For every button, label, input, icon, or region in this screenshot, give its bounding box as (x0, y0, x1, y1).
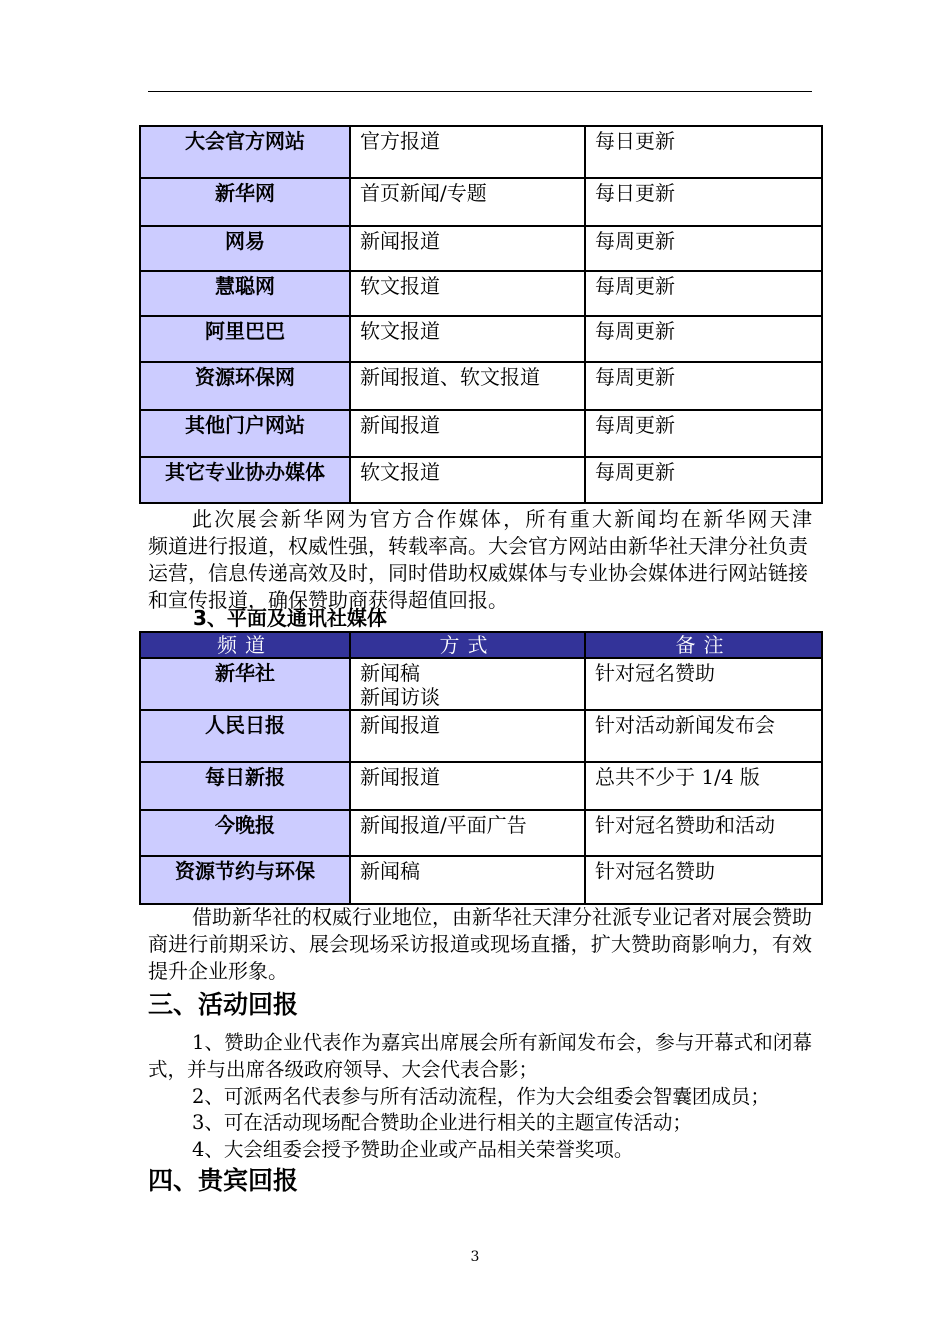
cell-note-text: 总共不少于 1/4 版 (595, 765, 760, 789)
cell-channel-text: 今晚报 (215, 813, 275, 837)
cell-method-text: 新闻报道 (360, 413, 440, 437)
table-row (140, 457, 822, 503)
cell-method-text: 新闻报道 (360, 229, 440, 253)
section-activity-title: 三、活动回报 (148, 990, 299, 1019)
table-row (140, 178, 822, 226)
cell-method-text: 新闻报道 (360, 765, 440, 789)
activity-item: 4、大会组委会授予赞助企业或产品相关荣誉奖项。 (192, 1138, 634, 1161)
cell-frequency-text: 每周更新 (595, 413, 675, 437)
cell-method (350, 810, 585, 856)
cell-channel-text: 资源节约与环保 (175, 859, 315, 883)
cell-channel (140, 271, 350, 316)
table-row (140, 271, 822, 316)
cell-frequency-text: 每周更新 (595, 460, 675, 484)
cell-frequency (585, 316, 822, 362)
cell-channel-text: 人民日报 (205, 713, 285, 737)
cell-channel-text: 资源环保网 (195, 365, 295, 389)
cell-channel (140, 658, 350, 710)
cell-method-text: 新闻稿 (360, 661, 420, 685)
cell-method-text: 首页新闻/专题 (360, 181, 487, 205)
cell-channel-text: 新华社 (215, 661, 275, 685)
table-row (140, 126, 822, 178)
cell-note (585, 762, 822, 810)
cell-channel (140, 126, 350, 178)
cell-method (350, 710, 585, 762)
cell-channel (140, 762, 350, 810)
cell-channel (140, 316, 350, 362)
cell-note-text: 针对活动新闻发布会 (595, 713, 775, 737)
activity-item: 2、可派两名代表参与所有活动流程，作为大会组委会智囊团成员； (192, 1085, 770, 1108)
print-media-table (139, 631, 823, 905)
cell-channel-text: 新华网 (215, 181, 275, 205)
cell-channel-text: 其它专业协办媒体 (165, 460, 325, 484)
activity-item: 1、赞助企业代表作为嘉宾出席展会所有新闻发布会，参与开幕式和闭幕式，并与出席各级政府领导、大会代表合影； (148, 1031, 812, 1081)
cell-method-text-2: 新闻访谈 (360, 685, 440, 709)
cell-note (585, 856, 822, 904)
cell-method (350, 856, 585, 904)
cell-channel (140, 457, 350, 503)
cell-method (350, 362, 585, 410)
cell-method (350, 410, 585, 457)
cell-frequency (585, 362, 822, 410)
cell-frequency-text: 每日更新 (595, 129, 675, 153)
section-3-title: 3、平面及通讯社媒体 (193, 606, 387, 630)
cell-frequency (585, 226, 822, 271)
cell-frequency-text: 每日更新 (595, 181, 675, 205)
cell-frequency (585, 410, 822, 457)
cell-method (350, 226, 585, 271)
cell-channel-text: 每日新报 (205, 765, 285, 789)
section-vip-title: 四、贵宾回报 (148, 1166, 299, 1195)
cell-channel (140, 178, 350, 226)
print-media-table-body (140, 632, 822, 904)
header-channel: 频道 (140, 632, 350, 658)
table-row (140, 856, 822, 904)
cell-frequency-text: 每周更新 (595, 274, 675, 298)
cell-method-text: 新闻稿 (360, 859, 420, 883)
cell-method-text: 软文报道 (360, 460, 440, 484)
cell-channel-text: 阿里巴巴 (205, 319, 285, 343)
header-rule (148, 91, 812, 92)
cell-frequency-text: 每周更新 (595, 319, 675, 343)
table-row (140, 810, 822, 856)
cell-method (350, 762, 585, 810)
table-row (140, 710, 822, 762)
cell-note (585, 710, 822, 762)
table-row (140, 316, 822, 362)
header-method: 方式 (350, 632, 585, 658)
cell-method (350, 126, 585, 178)
cell-frequency (585, 457, 822, 503)
cell-frequency (585, 126, 822, 178)
online-media-table-body (140, 126, 822, 503)
cell-channel (140, 810, 350, 856)
cell-method-text: 软文报道 (360, 319, 440, 343)
cell-method-text: 新闻报道/平面广告 (360, 813, 527, 837)
table-header-row (140, 632, 822, 658)
cell-method (350, 658, 585, 710)
table-row (140, 762, 822, 810)
cell-method-text: 官方报道 (360, 129, 440, 153)
table-row (140, 410, 822, 457)
para-official-media (148, 506, 812, 614)
cell-frequency-text: 每周更新 (595, 365, 675, 389)
cell-frequency (585, 271, 822, 316)
cell-channel (140, 710, 350, 762)
page-number: 3 (470, 1249, 480, 1265)
cell-method-text: 软文报道 (360, 274, 440, 298)
cell-channel-text: 大会官方网站 (185, 129, 305, 153)
activity-item: 3、可在活动现场配合赞助企业进行相关的主题宣传活动； (192, 1111, 692, 1134)
cell-channel-text: 其他门户网站 (185, 413, 305, 437)
cell-method (350, 316, 585, 362)
cell-channel (140, 226, 350, 271)
cell-channel (140, 362, 350, 410)
cell-note (585, 810, 822, 856)
cell-channel (140, 856, 350, 904)
cell-frequency-text: 每周更新 (595, 229, 675, 253)
table-row (140, 362, 822, 410)
cell-method-text: 新闻报道、软文报道 (360, 365, 540, 389)
para-xinhua-authority: 借助新华社的权威行业地位，由新华社天津分社派专业记者对展会赞助商进行前期采访、展会现场采访报道或现场直播，扩大赞助商影响力，有效提升企业形象。 (148, 905, 812, 983)
cell-method (350, 178, 585, 226)
cell-note (585, 658, 822, 710)
cell-method-text: 新闻报道 (360, 713, 440, 737)
cell-channel-text: 慧聪网 (215, 274, 275, 298)
table-row (140, 226, 822, 271)
cell-channel (140, 410, 350, 457)
cell-method (350, 457, 585, 503)
para-official-media-rest: 频道进行报道，权威性强，转载率高。大会官方网站由新华社天津分社负责运营，信息传递高效及时，同时借助权威媒体与专业协会媒体进行网站链接和宣传报道，确保赞助商获得超值回报。 (148, 534, 808, 612)
cell-method (350, 271, 585, 316)
table-row (140, 658, 822, 710)
header-note: 备注 (585, 632, 822, 658)
cell-channel-text: 网易 (225, 229, 265, 253)
cell-note-text: 针对冠名赞助 (595, 859, 715, 883)
cell-frequency (585, 178, 822, 226)
online-media-table (139, 125, 823, 504)
para-official-media-line1: 此次展会新华网为官方合作媒体，所有重大新闻均在新华网天津 (192, 507, 812, 531)
cell-note-text: 针对冠名赞助和活动 (595, 813, 775, 837)
cell-note-text: 针对冠名赞助 (595, 661, 715, 685)
